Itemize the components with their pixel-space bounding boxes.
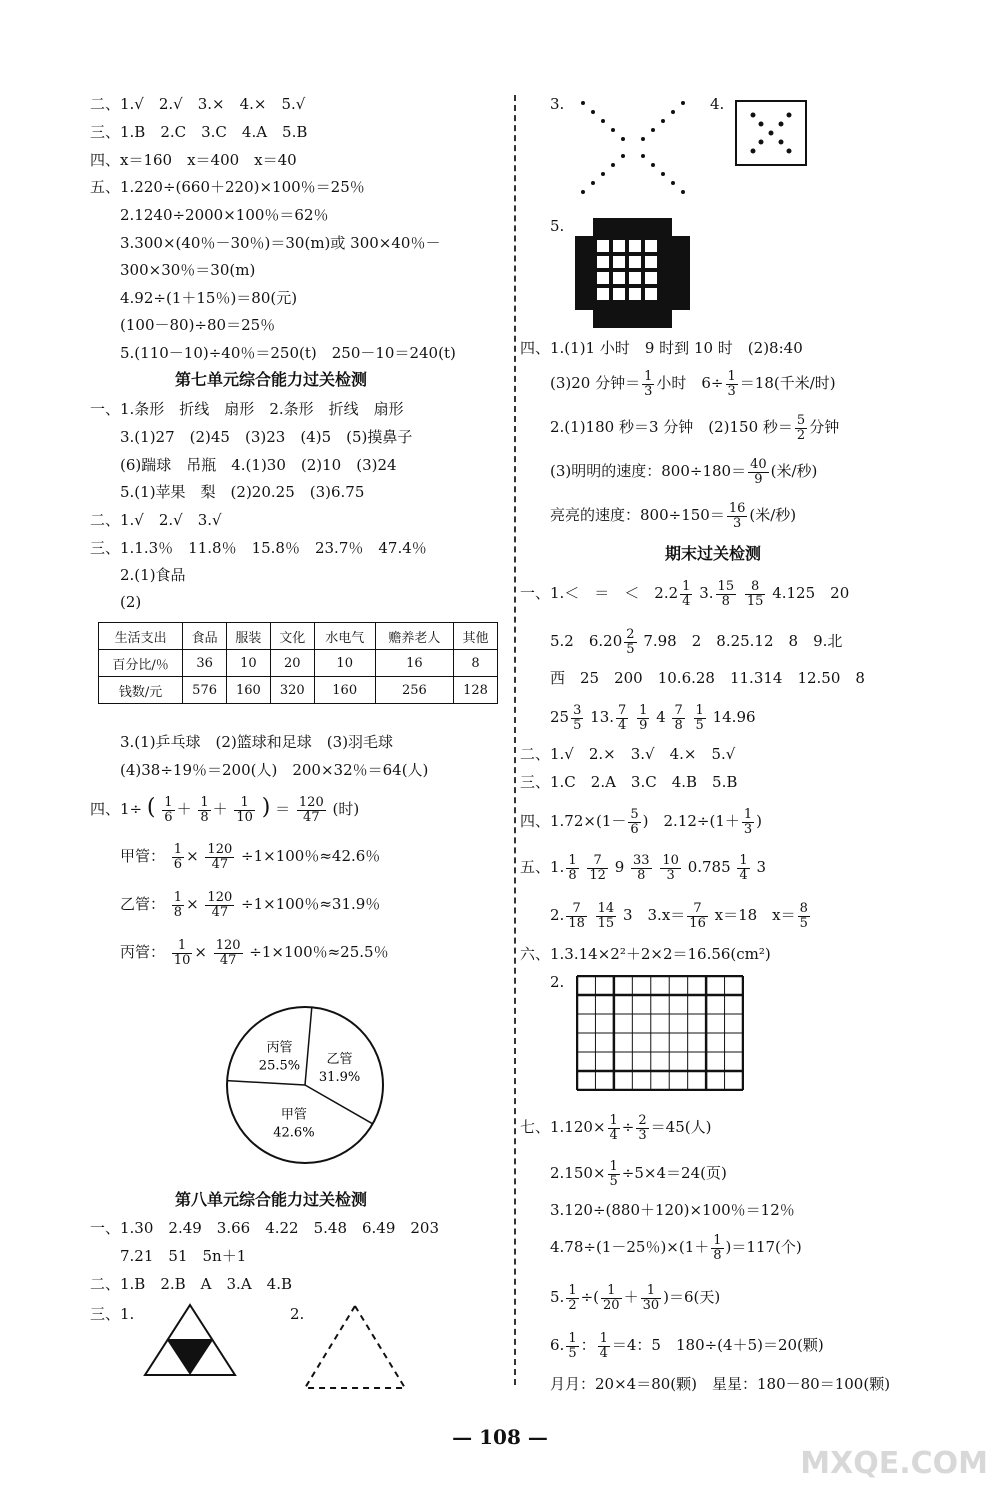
fraction: $\frac{1}{5}$: [695, 702, 704, 733]
fraction: $\frac{1}{8}$: [713, 1232, 722, 1263]
answer-line: 300×30％＝30(m): [120, 261, 256, 279]
table-cell: 文化: [270, 623, 314, 650]
watermark: MXQE.COM: [800, 1446, 988, 1481]
answer-line: 二、1.√ 2.√ 3.√: [90, 511, 222, 529]
answer-line: 月月：20×4＝80(颗) 星星：180－80＝100(颗): [550, 1375, 891, 1393]
section-title: 第八单元综合能力过关检测: [175, 1190, 368, 1209]
fraction: $\frac{7}{8}$: [674, 702, 683, 733]
formula-text: 25: [550, 708, 570, 726]
table-cell: 其他: [454, 623, 498, 650]
formula-line: [520, 850, 766, 884]
formula-text: 5.: [550, 1288, 565, 1306]
formula-text: 四、1.72×(1－: [520, 812, 627, 830]
answer-line: 2.1240÷2000×100％＝62％: [120, 206, 329, 224]
fraction: $\frac{1}{4}$: [682, 578, 691, 609]
answer-line: 2.: [550, 973, 565, 991]
table-cell: 128: [454, 677, 498, 704]
table-cell: 食品: [183, 623, 227, 650]
formula-line: [550, 454, 817, 488]
triangle-figure: [140, 1300, 240, 1380]
formula-text: 小时 6÷: [656, 374, 724, 392]
answer-line: 三、1.1.3％ 11.8％ 15.8％ 23.7％ 47.4％: [90, 539, 427, 557]
fraction: $\frac{1}{5}$: [568, 1330, 577, 1361]
fraction: $\frac{16}{3}$: [728, 500, 746, 531]
formula-text: 2.: [550, 906, 565, 924]
answer-line: 一、1.30 2.49 3.66 4.22 5.48 6.49 203: [90, 1219, 440, 1237]
fraction: $\frac{2}{5}$: [626, 626, 635, 657]
fraction: $\frac{14}{15}$: [597, 900, 615, 931]
formula-text: (时): [332, 800, 360, 818]
formula-text: (3)20 分钟＝: [550, 374, 641, 392]
formula-text: ÷(: [580, 1288, 600, 1306]
formula-label: 甲管：: [120, 847, 166, 865]
formula-text: x＝18 x＝: [714, 906, 796, 924]
table-cell: 16: [375, 650, 453, 677]
formula-line: [550, 410, 839, 444]
formula-text: ÷: [621, 1118, 635, 1136]
fraction: $\frac{5}{6}$: [630, 806, 639, 837]
formula-text: 3.: [699, 584, 714, 602]
fraction: $\frac{1}{8}$: [173, 889, 183, 920]
formula-text: (米/秒): [749, 506, 797, 524]
formula-line: [550, 1280, 720, 1314]
answer-line: 3.: [550, 95, 565, 113]
fraction: $\frac{7}{4}$: [618, 702, 627, 733]
formula-text: ÷5×4＝24(页): [621, 1164, 727, 1182]
answer-line: (2): [120, 593, 142, 611]
fraction: $\frac{7}{18}$: [568, 900, 585, 931]
formula-text: )＝117(个): [725, 1238, 802, 1256]
answer-line: 三、1.B 2.C 3.C 4.A 5.B: [90, 123, 308, 141]
fraction: $\frac{1}{5}$: [609, 1158, 618, 1189]
fraction: $\frac{7}{12}$: [589, 852, 606, 883]
x-dot-figure: [578, 98, 688, 198]
formula-text: 3: [756, 858, 767, 876]
table-cell: 576: [183, 677, 227, 704]
formula-line: [550, 1156, 727, 1190]
formula-text: )＝6(天): [663, 1288, 721, 1306]
column-divider: [514, 95, 516, 1385]
table-cell: 10: [314, 650, 375, 677]
fraction: $\frac{40}{9}$: [750, 456, 767, 487]
formula-text: 4.125 20: [772, 584, 850, 602]
answer-line: 3.120÷(880＋120)×100％＝12％: [550, 1201, 795, 1219]
formula-line: [550, 624, 842, 658]
fraction: $\frac{1}{3}$: [644, 368, 653, 399]
table-cell: 生活支出: [99, 623, 183, 650]
fraction: $\frac{120}{47}$: [207, 841, 233, 872]
formula-text: ÷1×100％≈25.5％: [249, 943, 389, 961]
formula-text: ) 2.12÷(1＋: [642, 812, 740, 830]
fraction: $\frac{5}{2}$: [796, 412, 806, 443]
fraction: $\frac{3}{5}$: [573, 702, 582, 733]
x-box-figure: [735, 100, 807, 166]
pie-slice-name: 丙管: [266, 1040, 293, 1056]
table-row: [99, 650, 498, 677]
answer-line: 7.21 51 5n＋1: [120, 1247, 247, 1265]
formula-text: (米/秒): [770, 462, 818, 480]
table-cell: 160: [314, 677, 375, 704]
table-cell: 20: [270, 650, 314, 677]
formula-line: 乙管： $\frac{1}{8}$ × $\frac{120}{47}$ ÷1×100％≈31.9％: [120, 889, 381, 920]
table-row: [99, 677, 498, 704]
formula-line: [520, 1110, 711, 1144]
answer-line: (4)38÷19％＝200(人) 200×32％＝64(人): [120, 761, 429, 779]
table-cell: 百分比/％: [99, 650, 183, 677]
table-cell: 服装: [227, 623, 271, 650]
fraction: $\frac{120}{47}$: [215, 937, 241, 968]
fraction: $\frac{1}{2}$: [568, 1282, 577, 1313]
page-number-value: 108: [479, 1425, 521, 1449]
answer-line: 三、1.C 2.A 3.C 4.B 5.B: [520, 773, 738, 791]
table-cell: 320: [270, 677, 314, 704]
formula-label: 乙管：: [120, 895, 166, 913]
formula-text: 2.(1)180 秒＝3 分钟 (2)150 秒＝: [550, 418, 793, 436]
answer-line: 四、1.(1)1 小时 9 时到 10 时 (2)8:40: [520, 339, 803, 357]
formula-text: 一、1.＜ ＝ ＜ 2.2: [520, 584, 679, 602]
answer-line: 2.(1)食品: [120, 566, 186, 584]
pie-slice-name: 甲管: [280, 1107, 307, 1123]
formula-text: ÷1×100％≈42.6％: [241, 847, 381, 865]
formula-line: [550, 700, 756, 734]
page-number: — 108 —: [452, 1425, 548, 1449]
pie-slice-label: 42.6%: [273, 1125, 315, 1141]
formula-text: 四、1÷: [90, 800, 143, 818]
fraction: $\frac{1}{3}$: [727, 368, 736, 399]
table-cell: 10: [227, 650, 271, 677]
formula-text: ＝4：5 180÷(4＋5)＝20(颗): [611, 1336, 824, 1354]
table-cell: 赡养老人: [375, 623, 453, 650]
formula-text: 5.2 6.20: [550, 632, 623, 650]
fraction: $\frac{15}{8}$: [717, 578, 735, 609]
answer-line: (100－80)÷80＝25％: [120, 316, 276, 334]
table-header-row: [99, 623, 498, 650]
answer-line: 5.: [550, 217, 565, 235]
formula-text: 亮亮的速度：800÷150＝: [550, 506, 725, 524]
fraction: $\frac{1}{6}$: [173, 841, 183, 872]
formula-line: 丙管： $\frac{1}{10}$ × $\frac{120}{47}$ ÷1×100％≈25.5％: [120, 937, 389, 968]
answer-line: 一、1.条形 折线 扇形 2.条形 折线 扇形: [90, 400, 404, 418]
table-cell: 160: [227, 677, 271, 704]
answer-line: 五、1.220÷(660＋220)×100％＝25％: [90, 178, 365, 196]
grid-figure: [576, 975, 744, 1091]
answer-line: 3.(1)27 (2)45 (3)23 (4)5 (5)摸鼻子: [120, 428, 413, 446]
fraction: $\frac{1}{20}$: [603, 1282, 620, 1313]
pie-chart: [210, 995, 400, 1175]
formula-text: 2.150×: [550, 1164, 606, 1182]
answer-line: 二、1.B 2.B A 3.A 4.B: [90, 1275, 292, 1293]
fraction: $\frac{1}{30}$: [642, 1282, 660, 1313]
formula-text: ÷1×100％≈31.9％: [241, 895, 381, 913]
table-cell: 8: [454, 650, 498, 677]
formula-text: 9: [614, 858, 625, 876]
table-cell: 36: [183, 650, 227, 677]
formula-text: 分钟: [809, 418, 840, 436]
formula-text: 6.: [550, 1336, 565, 1354]
answer-line: 三、1.: [90, 1305, 135, 1323]
answer-line: 六、1.3.14×2²＋2×2＝16.56(cm²): [520, 945, 771, 963]
answer-line: 2.: [290, 1305, 305, 1323]
fraction: $\frac{1}{4}$: [739, 852, 748, 883]
answer-line: 5.(110－10)÷40％＝250(t) 250－10＝240(t): [120, 344, 456, 362]
formula-text: 七、1.120×: [520, 1118, 606, 1136]
formula-line: [550, 1328, 824, 1362]
formula-text: 0.785: [687, 858, 731, 876]
answer-line: 二、1.√ 2.× 3.√ 4.× 5.√: [520, 745, 736, 763]
fraction: $\frac{1}{4}$: [599, 1330, 608, 1361]
answer-line: 4.92÷(1＋15％)＝80(元): [120, 289, 298, 307]
fraction: $\frac{1}{9}$: [639, 702, 648, 733]
section-title: 第七单元综合能力过关检测: [175, 370, 368, 389]
formula-label: 丙管：: [120, 943, 166, 961]
formula-text: 3 3.x＝: [622, 906, 686, 924]
formula-text: ＋: [623, 1288, 639, 1306]
fraction: $\frac{10}{3}$: [662, 852, 679, 883]
fraction: $\frac{1}{10}$: [236, 794, 253, 825]
formula-line: [520, 804, 762, 838]
fraction: $\frac{8}{15}$: [746, 578, 764, 609]
fraction: $\frac{7}{16}$: [689, 900, 706, 931]
fraction: $\frac{1}{4}$: [609, 1112, 618, 1143]
fraction: $\frac{8}{5}$: [799, 900, 808, 931]
fraction: $\frac{1}{6}$: [164, 794, 173, 825]
answer-line: 4.: [710, 95, 725, 113]
fraction: $\frac{120}{47}$: [207, 889, 233, 920]
section-title: 期末过关检测: [665, 544, 762, 563]
formula-line: [550, 898, 812, 932]
answer-line: 四、x＝160 x＝400 x＝40: [90, 151, 297, 169]
fraction: $\frac{2}{3}$: [638, 1112, 647, 1143]
formula-text: ): [756, 812, 763, 830]
pie-slice-label: 25.5%: [258, 1058, 301, 1074]
answer-line: 3.300×(40％－30％)＝30(m)或 300×40％－: [120, 234, 441, 252]
block-figure: [575, 218, 690, 328]
formula-text: 13.: [590, 708, 615, 726]
fraction: $\frac{120}{47}$: [298, 794, 324, 825]
formula-text: 五、1.: [520, 858, 565, 876]
formula-line: 四、1÷ ( $\frac{1}{6}$ ＋ $\frac{1}{8}$ ＋ $\frac{1}{10}$ ) ＝ $\frac{120}{47}$ (时): [90, 794, 360, 825]
formula-text: 4: [656, 708, 666, 726]
formula-text: 14.96: [712, 708, 756, 726]
formula-line: [520, 576, 849, 610]
table-cell: 256: [375, 677, 453, 704]
pie-slice-label: 31.9%: [318, 1069, 361, 1085]
fraction: $\frac{1}{8}$: [200, 794, 209, 825]
formula-text: ＝18(千米/时): [739, 374, 836, 392]
dashed-triangle: [300, 1298, 410, 1393]
formula-text: 7.98 2 8.25.12 8 9.北: [643, 632, 843, 650]
answer-line: 二、1.√ 2.√ 3.× 4.× 5.√: [90, 95, 306, 113]
formula-line: [550, 1230, 802, 1264]
table-cell: 钱数/元: [99, 677, 183, 704]
pie-slice-name: 乙管: [326, 1051, 353, 1067]
fraction: $\frac{1}{3}$: [743, 806, 753, 837]
fraction: $\frac{1}{8}$: [568, 852, 577, 883]
formula-line: [550, 498, 796, 532]
formula-text: ＝: [275, 800, 291, 818]
answer-line: 3.(1)乒乓球 (2)篮球和足球 (3)羽毛球: [120, 733, 394, 751]
paren: ): [261, 795, 271, 820]
expense-table: [98, 622, 498, 704]
answer-line: 西 25 200 10.6.28 11.314 12.50 8: [550, 669, 865, 687]
paren: (: [146, 795, 156, 820]
answer-line: (6)踹球 吊瓶 4.(1)30 (2)10 (3)24: [120, 456, 397, 474]
formula-text: 4.78÷(1－25％)×(1＋: [550, 1238, 710, 1256]
formula-line: [550, 366, 836, 400]
formula-text: ＝45(人): [650, 1118, 712, 1136]
formula-text: ：: [580, 1336, 596, 1354]
fraction: $\frac{33}{8}$: [633, 852, 650, 883]
fraction: $\frac{1}{10}$: [173, 937, 191, 968]
formula-line: 甲管： $\frac{1}{6}$ × $\frac{120}{47}$ ÷1×100％≈42.6％: [120, 841, 381, 872]
table-cell: 水电气: [314, 623, 375, 650]
answer-line: 5.(1)苹果 梨 (2)20.25 (3)6.75: [120, 483, 365, 501]
formula-text: (3)明明的速度：800÷180＝: [550, 462, 747, 480]
